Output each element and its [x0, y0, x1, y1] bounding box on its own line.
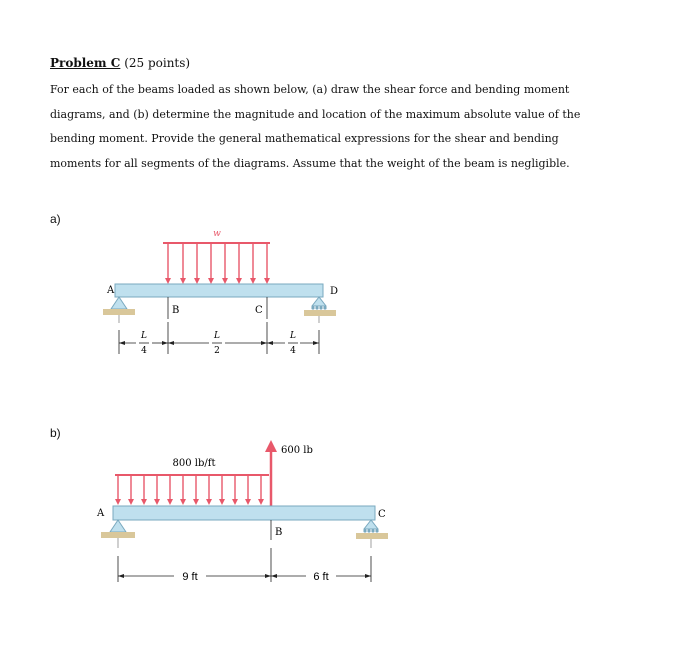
statement-line: For each of the beams loaded as shown below, (a) draw the shear force and bending moment	[50, 83, 570, 96]
beam-b	[113, 506, 375, 520]
problem-points: (25 points)	[124, 56, 191, 70]
pin-support-a	[101, 520, 135, 548]
part-a-label: a)	[50, 212, 61, 226]
point-load-label: 600 lb	[281, 445, 313, 456]
dim-9ft-label: 9 ft	[182, 571, 198, 583]
dimension-line-b	[118, 548, 371, 582]
point-b-label: B	[172, 305, 180, 316]
distributed-load-800	[115, 475, 269, 505]
statement-line: diagrams, and (b) determine the magnitude and location of the maximum absolute value of the	[50, 107, 581, 121]
roller-support-c	[356, 520, 388, 548]
point-d-label: D	[330, 286, 339, 297]
dim-a3-den: 4	[290, 346, 296, 356]
distributed-load-label: 800 lb/ft	[172, 458, 216, 469]
point-c-label: C	[378, 509, 386, 520]
dim-a1-num: L	[141, 331, 147, 341]
load-w-label: w	[213, 229, 221, 239]
dim-a2-den: 2	[214, 346, 220, 356]
beam-a	[115, 284, 323, 297]
part-b-label: b)	[50, 426, 61, 440]
roller-support-d	[304, 297, 336, 323]
pin-support-a	[103, 297, 135, 323]
dim-a1-den: 4	[141, 346, 147, 356]
dim-6ft-label: 6 ft	[313, 571, 329, 583]
point-b-label: B	[275, 527, 283, 538]
dim-a2-num: L	[214, 331, 220, 341]
statement-line: moments for all segments of the diagrams. Assume that the weight of the beam is negligible.	[50, 156, 570, 170]
point-c-label: C	[255, 305, 263, 316]
point-a-label: A	[97, 508, 105, 519]
point-a-label: A	[107, 285, 115, 296]
beam-a-diagram	[103, 229, 338, 356]
statement-line: bending moment. Provide the general mathematical expressions for the shear and bending	[50, 132, 559, 145]
dim-a3-num: L	[290, 331, 296, 341]
distributed-load-w	[163, 243, 270, 284]
problem-label: Problem C	[50, 56, 121, 70]
point-load-600	[265, 440, 277, 506]
beam-b-diagram	[96, 440, 388, 583]
